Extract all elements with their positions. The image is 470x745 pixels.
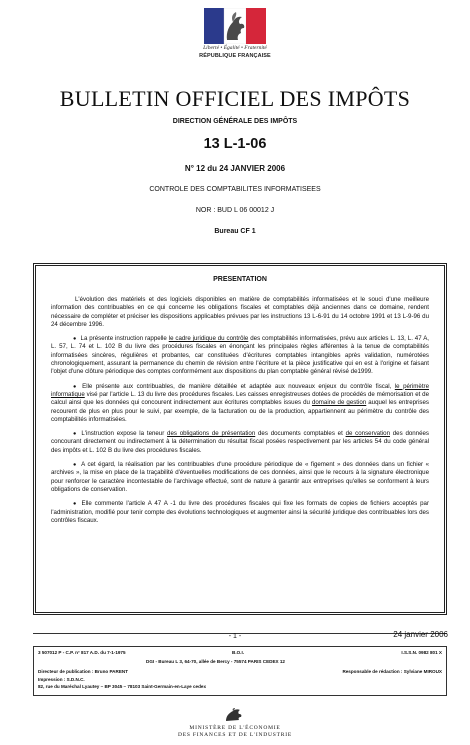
bulletin-number: N° 12 du 24 JANVIER 2006 (184, 164, 286, 173)
footer-issn: I.S.S.N. 0982 801 X (401, 650, 442, 655)
marianne-icon (223, 708, 247, 722)
logo-motto: Liberté • Égalité • Fraternité (203, 45, 267, 51)
page-number: - 1 - (228, 633, 242, 640)
footer-printer-address: 82, rue du Maréchal Lyautey – BP 3045 – 78103 Saint-Germain-en-Laye cedex (38, 684, 207, 689)
footer-reference: 3 507012 P - C.P. n° 817 A.D. du 7-1-1975 (38, 650, 126, 655)
footer-address: DGI - Bureau L 3, 64-70, allée de Bercy - 75574 PARIS CEDEX 12 (146, 659, 285, 664)
presentation-box (33, 263, 447, 615)
document-subject: CONTROLE DES COMPTABILITES INFORMATISEES (149, 186, 321, 193)
publication-footer (33, 646, 447, 696)
direction-name: DIRECTION GÉNÉRALE DES IMPÔTS (172, 118, 298, 125)
footer-printer: Impression : S.D.N.C. (38, 677, 85, 682)
presentation-body (51, 296, 429, 525)
republique-francaise-logo (197, 8, 273, 70)
page-date: 24 janvier 2006 (393, 630, 448, 639)
ministry-signature (0, 708, 470, 738)
presentation-paragraph-6: ● Elle commente l'article A 47 A -1 du livre des procédures fiscales qui fixe les formats de copies de fichiers acceptés par l'administration, modifié pour tenir compte des évolutions technologiques et augmenter ainsi la sécurité juridique des contribuables lors des contrôles fiscaux. (51, 500, 429, 525)
footer-boi: B.O.I. (232, 650, 244, 655)
ministry-name-line-2: DES FINANCES ET DE L'INDUSTRIE (177, 732, 293, 738)
footer-editor: Responsable de rédaction : Sylviane MIROUX (342, 669, 442, 674)
presentation-paragraph-1: L'évolution des matériels et des logiciels disponibles en matière de comptabilités informatisées et le souci d'une meilleure information des contribuables en ce qui concerne les obligations fiscales et comptables déjà anciennes dans ce domaine, rendent nécessaire de compléter et préciser les dispositions applicables prévues par les instructions 13 L-6-91 du 14 octobre 1991 et 13 L-9-96 du 24 décembre 1996. (51, 296, 429, 328)
bulletin-title: BULLETIN OFFICIEL DES IMPÔTS (59, 86, 411, 111)
document-reference: 13 L-1-06 (203, 136, 267, 152)
presentation-paragraph-4: ● L'instruction expose la teneur des obligations de présentation des documents comptables et de conservation des données concourant directement ou indirectement à la détermination du résultat fiscal posées respectivement par les articles 54 du code général des impôts et L. 102 B du livre des procédures fiscales. (51, 430, 429, 455)
nor-reference: NOR : BUD L 06 00012 J (195, 207, 275, 214)
presentation-paragraph-2: ● La présente instruction rappelle le cadre juridique du contrôle des comptabilités informatisées, prévu aux articles L. 13, L. 47 A, L. 57, L. 74 et L. 102 B du livre des procédures fiscales en énonçant les principales règles afférentes à la tenue de comptabilités informatisées sincères, régulières et probantes, car constituées d'écritures comptables intangibles après validation, numérotées chronologiquement, assurant la permanence du chemin de révision entre l'écriture et la pièce justificative qui en est à l'origine et faisant l'objet d'une clôture périodique des comptes conformément aux dispositions du plan comptable général révisé de1999. (51, 335, 429, 376)
presentation-paragraph-3: ● Elle présente aux contribuables, de manière détaillée et adaptée aux nouveaux enjeux du contrôle fiscal, le périmètre informatique visé par l'article L. 13 du livre des procédures fiscales. Les caisses enregistreuses dotées de procédés de mémorisation et de calcul ainsi que les données qui concourent indirectement aux écritures comptables issues du domaine de gestion auquel les entreprises recourent de plus en plus pour le suivi, par exemple, de la facturation ou de la production, appartiennent au périmètre du contrôle des comptabilités informatisées. (51, 383, 429, 424)
marianne-logo-icon (204, 8, 266, 44)
bureau-name: Bureau CF 1 (214, 228, 256, 235)
footer-director: Directeur de publication : Bruno PARENT (38, 669, 129, 674)
presentation-paragraph-5: ● A cet égard, la réalisation par les contribuables d'une procédure périodique de « figement » des données dans un fichier « archives », la mise en place de la traçabilité d'éventuelles modifications de ces données, ainsi que le recours à la signature électronique pour renforcer le caractère incontestable de l'archivage effectué, sont de nature à garantir aux entreprises qu'elles se conforment à leurs obligations de conservation. (51, 461, 429, 494)
ministry-name-line-1: MINISTÈRE DE L'ÉCONOMIE (189, 725, 281, 731)
presentation-heading: PRESENTATION (213, 276, 267, 283)
logo-republic-name: RÉPUBLIQUE FRANÇAISE (199, 53, 271, 59)
